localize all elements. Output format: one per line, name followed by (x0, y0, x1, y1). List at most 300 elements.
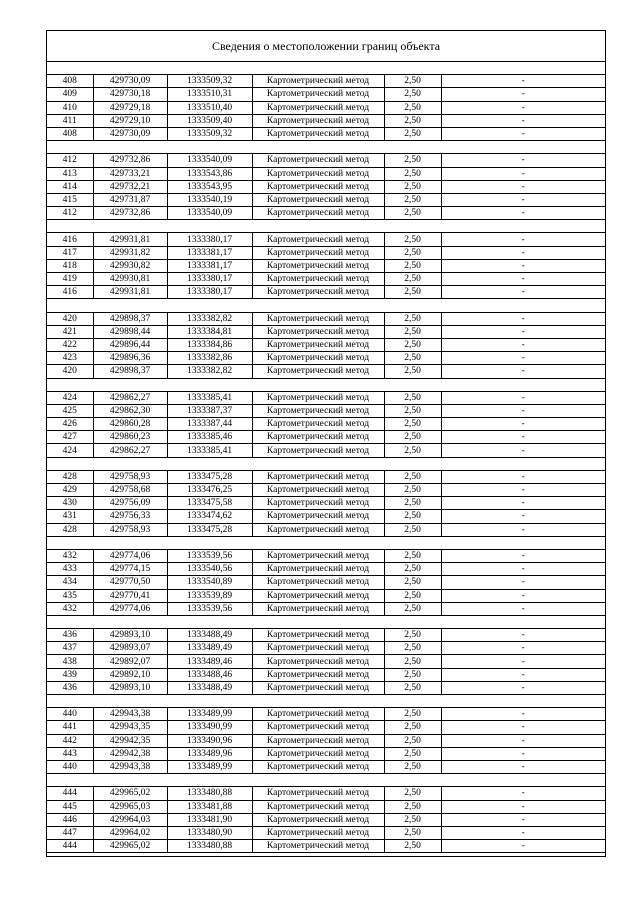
y-coordinate-cell: 1333387,44 (167, 418, 252, 431)
accuracy-cell: 2,50 (384, 259, 441, 272)
y-coordinate-cell: 1333540,09 (167, 207, 252, 220)
y-coordinate-cell: 1333382,82 (167, 365, 252, 378)
x-coordinate-cell: 429732,21 (93, 180, 167, 193)
table-row (47, 391, 605, 404)
point-number-cell: 440 (47, 760, 93, 773)
point-number-cell: 431 (47, 510, 93, 523)
description-cell: - (441, 180, 605, 193)
y-coordinate-cell: 1333385,41 (167, 444, 252, 457)
y-coordinate-cell: 1333385,46 (167, 431, 252, 444)
accuracy-cell: 2,50 (384, 708, 441, 721)
method-cell: Картометрический метод (252, 418, 384, 431)
accuracy-cell: 2,50 (384, 787, 441, 800)
y-coordinate-cell: 1333540,19 (167, 193, 252, 206)
description-cell: - (441, 101, 605, 114)
table-row (47, 233, 605, 246)
point-number-cell: 412 (47, 207, 93, 220)
x-coordinate-cell: 429931,82 (93, 246, 167, 259)
point-number-cell: 442 (47, 734, 93, 747)
description-cell: - (441, 760, 605, 773)
method-cell: Картометрический метод (252, 840, 384, 853)
description-cell: - (441, 88, 605, 101)
accuracy-cell: 2,50 (384, 497, 441, 510)
table-row (47, 484, 605, 497)
table-row (47, 418, 605, 431)
table-row (47, 312, 605, 325)
point-number-cell: 408 (47, 75, 93, 88)
table-row (47, 259, 605, 272)
method-cell: Картометрический метод (252, 681, 384, 694)
method-cell: Картометрический метод (252, 233, 384, 246)
description-cell: - (441, 404, 605, 417)
separator-cell (47, 378, 605, 391)
y-coordinate-cell: 1333381,17 (167, 259, 252, 272)
method-cell: Картометрический метод (252, 510, 384, 523)
table-row (47, 721, 605, 734)
method-cell: Картометрический метод (252, 88, 384, 101)
point-number-cell: 423 (47, 352, 93, 365)
method-cell: Картометрический метод (252, 404, 384, 417)
point-number-cell: 444 (47, 840, 93, 853)
description-cell: - (441, 312, 605, 325)
accuracy-cell: 2,50 (384, 325, 441, 338)
point-number-cell: 420 (47, 312, 93, 325)
point-number-cell: 440 (47, 708, 93, 721)
x-coordinate-cell: 429774,06 (93, 549, 167, 562)
y-coordinate-cell: 1333480,88 (167, 787, 252, 800)
x-coordinate-cell: 429931,81 (93, 233, 167, 246)
point-number-cell: 432 (47, 549, 93, 562)
y-coordinate-cell: 1333539,56 (167, 549, 252, 562)
y-coordinate-cell: 1333540,56 (167, 563, 252, 576)
accuracy-cell: 2,50 (384, 391, 441, 404)
accuracy-cell: 2,50 (384, 840, 441, 853)
table-row (47, 246, 605, 259)
method-cell: Картометрический метод (252, 75, 384, 88)
y-coordinate-cell: 1333475,28 (167, 523, 252, 536)
table-row (47, 338, 605, 351)
table-row (47, 589, 605, 602)
x-coordinate-cell: 429774,06 (93, 602, 167, 615)
point-number-cell: 434 (47, 576, 93, 589)
y-coordinate-cell: 1333382,86 (167, 352, 252, 365)
description-cell: - (441, 207, 605, 220)
table-row (47, 655, 605, 668)
method-cell: Картометрический метод (252, 734, 384, 747)
table-row (47, 154, 605, 167)
y-coordinate-cell: 1333387,37 (167, 404, 252, 417)
x-coordinate-cell: 429729,18 (93, 101, 167, 114)
x-coordinate-cell: 429930,82 (93, 259, 167, 272)
description-cell: - (441, 721, 605, 734)
accuracy-cell: 2,50 (384, 180, 441, 193)
accuracy-cell: 2,50 (384, 681, 441, 694)
y-coordinate-cell: 1333481,90 (167, 813, 252, 826)
accuracy-cell: 2,50 (384, 523, 441, 536)
x-coordinate-cell: 429733,21 (93, 167, 167, 180)
y-coordinate-cell: 1333384,86 (167, 338, 252, 351)
point-number-cell: 436 (47, 629, 93, 642)
y-coordinate-cell: 1333475,28 (167, 470, 252, 483)
separator-cell (47, 220, 605, 233)
accuracy-cell: 2,50 (384, 510, 441, 523)
accuracy-cell: 2,50 (384, 668, 441, 681)
table-row (47, 708, 605, 721)
y-coordinate-cell: 1333488,49 (167, 681, 252, 694)
x-coordinate-cell: 429860,28 (93, 418, 167, 431)
accuracy-cell: 2,50 (384, 431, 441, 444)
x-coordinate-cell: 429770,50 (93, 576, 167, 589)
y-coordinate-cell: 1333476,25 (167, 484, 252, 497)
x-coordinate-cell: 429942,35 (93, 734, 167, 747)
table-row (47, 127, 605, 140)
x-coordinate-cell: 429756,33 (93, 510, 167, 523)
y-coordinate-cell: 1333540,89 (167, 576, 252, 589)
y-coordinate-cell: 1333490,99 (167, 721, 252, 734)
method-cell: Картометрический метод (252, 312, 384, 325)
y-coordinate-cell: 1333539,89 (167, 589, 252, 602)
description-cell: - (441, 589, 605, 602)
table-row (47, 325, 605, 338)
description-cell: - (441, 75, 605, 88)
description-cell: - (441, 497, 605, 510)
point-number-cell: 428 (47, 523, 93, 536)
accuracy-cell: 2,50 (384, 655, 441, 668)
y-coordinate-cell: 1333490,96 (167, 734, 252, 747)
method-cell: Картометрический метод (252, 668, 384, 681)
point-number-cell: 418 (47, 259, 93, 272)
group-separator-row (47, 457, 605, 470)
y-coordinate-cell: 1333474,62 (167, 510, 252, 523)
accuracy-cell: 2,50 (384, 747, 441, 760)
description-cell: - (441, 470, 605, 483)
group-separator-row (47, 220, 605, 233)
point-number-cell: 425 (47, 404, 93, 417)
description-cell: - (441, 642, 605, 655)
x-coordinate-cell: 429892,07 (93, 655, 167, 668)
table-row (47, 286, 605, 299)
description-cell: - (441, 193, 605, 206)
method-cell: Картометрический метод (252, 325, 384, 338)
method-cell: Картометрический метод (252, 365, 384, 378)
accuracy-cell: 2,50 (384, 233, 441, 246)
x-coordinate-cell: 429730,18 (93, 88, 167, 101)
accuracy-cell: 2,50 (384, 721, 441, 734)
y-coordinate-cell: 1333488,46 (167, 668, 252, 681)
x-coordinate-cell: 429774,15 (93, 563, 167, 576)
description-cell: - (441, 484, 605, 497)
x-coordinate-cell: 429943,35 (93, 721, 167, 734)
x-coordinate-cell: 429893,10 (93, 629, 167, 642)
y-coordinate-cell: 1333489,99 (167, 760, 252, 773)
accuracy-cell: 2,50 (384, 444, 441, 457)
y-coordinate-cell: 1333488,49 (167, 629, 252, 642)
point-number-cell: 408 (47, 127, 93, 140)
document-title: Сведения о местоположении границ объекта (47, 31, 605, 62)
y-coordinate-cell: 1333509,40 (167, 114, 252, 127)
accuracy-cell: 2,50 (384, 167, 441, 180)
description-cell: - (441, 233, 605, 246)
description-cell: - (441, 444, 605, 457)
description-cell: - (441, 365, 605, 378)
x-coordinate-cell: 429756,09 (93, 497, 167, 510)
table-row (47, 800, 605, 813)
boundary-points-table (47, 62, 605, 853)
method-cell: Картометрический метод (252, 101, 384, 114)
point-number-cell: 445 (47, 800, 93, 813)
table-row (47, 207, 605, 220)
separator-cell (47, 457, 605, 470)
method-cell: Картометрический метод (252, 444, 384, 457)
point-number-cell: 437 (47, 642, 93, 655)
method-cell: Картометрический метод (252, 629, 384, 642)
y-coordinate-cell: 1333384,81 (167, 325, 252, 338)
table-row (47, 470, 605, 483)
point-number-cell: 413 (47, 167, 93, 180)
accuracy-cell: 2,50 (384, 760, 441, 773)
y-coordinate-cell: 1333480,88 (167, 840, 252, 853)
y-coordinate-cell: 1333380,17 (167, 273, 252, 286)
accuracy-cell: 2,50 (384, 470, 441, 483)
description-cell: - (441, 286, 605, 299)
accuracy-cell: 2,50 (384, 127, 441, 140)
method-cell: Картометрический метод (252, 760, 384, 773)
accuracy-cell: 2,50 (384, 75, 441, 88)
x-coordinate-cell: 429964,03 (93, 813, 167, 826)
description-cell: - (441, 431, 605, 444)
description-cell: - (441, 114, 605, 127)
point-number-cell: 447 (47, 826, 93, 839)
x-coordinate-cell: 429898,37 (93, 312, 167, 325)
y-coordinate-cell: 1333380,17 (167, 286, 252, 299)
accuracy-cell: 2,50 (384, 602, 441, 615)
group-separator-row (47, 536, 605, 549)
accuracy-cell: 2,50 (384, 734, 441, 747)
method-cell: Картометрический метод (252, 286, 384, 299)
point-number-cell: 444 (47, 787, 93, 800)
point-number-cell: 424 (47, 444, 93, 457)
x-coordinate-cell: 429770,41 (93, 589, 167, 602)
y-coordinate-cell: 1333509,32 (167, 127, 252, 140)
table-row (47, 787, 605, 800)
description-cell: - (441, 510, 605, 523)
accuracy-cell: 2,50 (384, 813, 441, 826)
accuracy-cell: 2,50 (384, 312, 441, 325)
method-cell: Картометрический метод (252, 655, 384, 668)
table-row (47, 114, 605, 127)
method-cell: Картометрический метод (252, 338, 384, 351)
separator-cell (47, 141, 605, 154)
table-row (47, 180, 605, 193)
accuracy-cell: 2,50 (384, 338, 441, 351)
method-cell: Картометрический метод (252, 167, 384, 180)
y-coordinate-cell: 1333380,17 (167, 233, 252, 246)
y-coordinate-cell: 1333510,31 (167, 88, 252, 101)
point-number-cell: 433 (47, 563, 93, 576)
table-row (47, 642, 605, 655)
method-cell: Картометрический метод (252, 747, 384, 760)
table-row (47, 88, 605, 101)
method-cell: Картометрический метод (252, 813, 384, 826)
point-number-cell: 428 (47, 470, 93, 483)
point-number-cell: 432 (47, 602, 93, 615)
y-coordinate-cell: 1333540,09 (167, 154, 252, 167)
point-number-cell: 414 (47, 180, 93, 193)
y-coordinate-cell: 1333385,41 (167, 391, 252, 404)
y-coordinate-cell: 1333543,95 (167, 180, 252, 193)
separator-cell (47, 695, 605, 708)
accuracy-cell: 2,50 (384, 193, 441, 206)
description-cell: - (441, 523, 605, 536)
method-cell: Картометрический метод (252, 470, 384, 483)
x-coordinate-cell: 429732,86 (93, 207, 167, 220)
method-cell: Картометрический метод (252, 602, 384, 615)
description-cell: - (441, 273, 605, 286)
table-row (47, 431, 605, 444)
point-number-cell: 426 (47, 418, 93, 431)
accuracy-cell: 2,50 (384, 114, 441, 127)
method-cell: Картометрический метод (252, 431, 384, 444)
method-cell: Картометрический метод (252, 484, 384, 497)
description-cell: - (441, 563, 605, 576)
table-row (47, 404, 605, 417)
method-cell: Картометрический метод (252, 154, 384, 167)
point-number-cell: 416 (47, 286, 93, 299)
x-coordinate-cell: 429729,10 (93, 114, 167, 127)
method-cell: Картометрический метод (252, 589, 384, 602)
x-coordinate-cell: 429964,02 (93, 826, 167, 839)
accuracy-cell: 2,50 (384, 800, 441, 813)
x-coordinate-cell: 429862,30 (93, 404, 167, 417)
point-number-cell: 421 (47, 325, 93, 338)
description-cell: - (441, 154, 605, 167)
group-separator-row (47, 62, 605, 75)
description-cell: - (441, 840, 605, 853)
method-cell: Картометрический метод (252, 114, 384, 127)
table-row (47, 563, 605, 576)
group-separator-row (47, 299, 605, 312)
description-cell: - (441, 338, 605, 351)
x-coordinate-cell: 429965,02 (93, 840, 167, 853)
point-number-cell: 439 (47, 668, 93, 681)
y-coordinate-cell: 1333475,58 (167, 497, 252, 510)
table-row (47, 668, 605, 681)
table-row (47, 549, 605, 562)
x-coordinate-cell: 429730,09 (93, 127, 167, 140)
point-number-cell: 412 (47, 154, 93, 167)
method-cell: Картометрический метод (252, 523, 384, 536)
table-row (47, 497, 605, 510)
accuracy-cell: 2,50 (384, 629, 441, 642)
method-cell: Картометрический метод (252, 352, 384, 365)
accuracy-cell: 2,50 (384, 154, 441, 167)
method-cell: Картометрический метод (252, 127, 384, 140)
accuracy-cell: 2,50 (384, 826, 441, 839)
x-coordinate-cell: 429893,07 (93, 642, 167, 655)
table-row (47, 747, 605, 760)
method-cell: Картометрический метод (252, 708, 384, 721)
description-cell: - (441, 800, 605, 813)
point-number-cell: 417 (47, 246, 93, 259)
table-row (47, 629, 605, 642)
accuracy-cell: 2,50 (384, 404, 441, 417)
point-number-cell: 411 (47, 114, 93, 127)
description-cell: - (441, 167, 605, 180)
x-coordinate-cell: 429732,86 (93, 154, 167, 167)
method-cell: Картометрический метод (252, 800, 384, 813)
y-coordinate-cell: 1333480,90 (167, 826, 252, 839)
point-number-cell: 436 (47, 681, 93, 694)
table-row (47, 602, 605, 615)
description-cell: - (441, 259, 605, 272)
accuracy-cell: 2,50 (384, 484, 441, 497)
group-separator-row (47, 615, 605, 628)
accuracy-cell: 2,50 (384, 207, 441, 220)
description-cell: - (441, 681, 605, 694)
table-row (47, 510, 605, 523)
x-coordinate-cell: 429898,44 (93, 325, 167, 338)
point-number-cell: 409 (47, 88, 93, 101)
method-cell: Картометрический метод (252, 563, 384, 576)
accuracy-cell: 2,50 (384, 273, 441, 286)
accuracy-cell: 2,50 (384, 563, 441, 576)
description-cell: - (441, 352, 605, 365)
accuracy-cell: 2,50 (384, 576, 441, 589)
table-row (47, 273, 605, 286)
method-cell: Картометрический метод (252, 787, 384, 800)
method-cell: Картометрический метод (252, 259, 384, 272)
table-row (47, 813, 605, 826)
description-cell: - (441, 418, 605, 431)
table-row (47, 681, 605, 694)
x-coordinate-cell: 429862,27 (93, 444, 167, 457)
y-coordinate-cell: 1333510,40 (167, 101, 252, 114)
y-coordinate-cell: 1333489,99 (167, 708, 252, 721)
table-row (47, 444, 605, 457)
group-separator-row (47, 774, 605, 787)
description-cell: - (441, 602, 605, 615)
x-coordinate-cell: 429943,38 (93, 708, 167, 721)
x-coordinate-cell: 429758,68 (93, 484, 167, 497)
table-row (47, 826, 605, 839)
accuracy-cell: 2,50 (384, 365, 441, 378)
accuracy-cell: 2,50 (384, 88, 441, 101)
y-coordinate-cell: 1333539,56 (167, 602, 252, 615)
method-cell: Картометрический метод (252, 576, 384, 589)
point-number-cell: 415 (47, 193, 93, 206)
table-row (47, 75, 605, 88)
table-row (47, 576, 605, 589)
x-coordinate-cell: 429931,81 (93, 286, 167, 299)
point-number-cell: 420 (47, 365, 93, 378)
description-cell: - (441, 747, 605, 760)
separator-cell (47, 774, 605, 787)
method-cell: Картометрический метод (252, 497, 384, 510)
table-row (47, 523, 605, 536)
method-cell: Картометрический метод (252, 207, 384, 220)
table-row (47, 101, 605, 114)
point-number-cell: 429 (47, 484, 93, 497)
table-row (47, 193, 605, 206)
description-cell: - (441, 787, 605, 800)
point-number-cell: 435 (47, 589, 93, 602)
description-cell: - (441, 813, 605, 826)
accuracy-cell: 2,50 (384, 101, 441, 114)
separator-cell (47, 62, 605, 75)
accuracy-cell: 2,50 (384, 549, 441, 562)
y-coordinate-cell: 1333381,17 (167, 246, 252, 259)
accuracy-cell: 2,50 (384, 589, 441, 602)
